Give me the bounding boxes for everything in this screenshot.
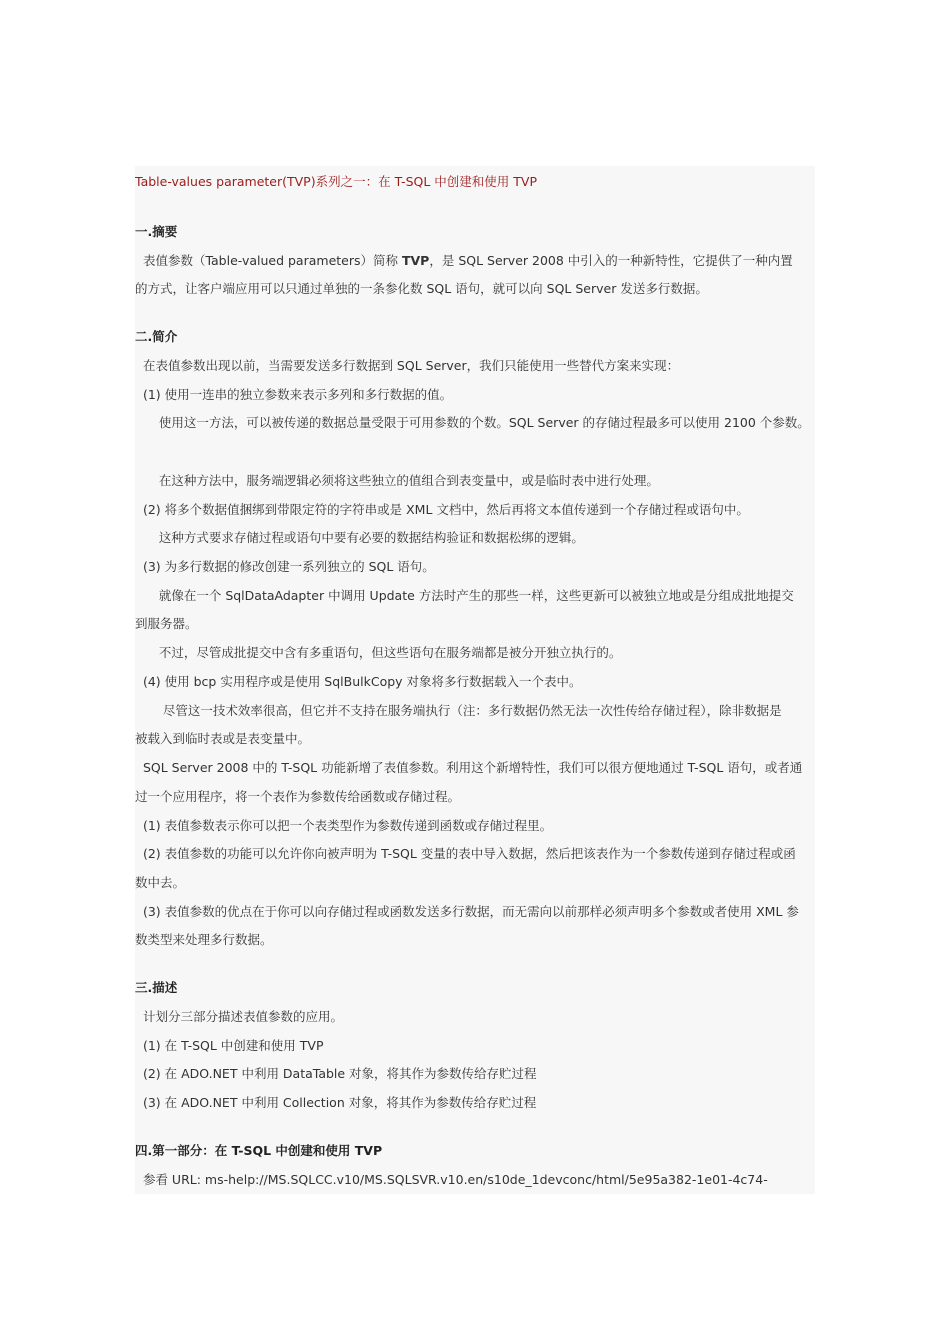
paragraph-line: 不过，尽管成批提交中含有多重语句，但这些语句在服务端都是被分开独立执行的。 [135, 645, 622, 660]
paragraph-line: (3) 为多行数据的修改创建一系列独立的 SQL 语句。 [135, 559, 435, 574]
document-title: Table-values parameter(TVP)系列之一：在 T-SQL 中创建和使用 TVP [135, 174, 537, 189]
paragraph-line: 使用这一方法，可以被传递的数据总量受限于可用参数的个数。SQL Server 的存储过程最多可以使用 2100 个参数。 [135, 415, 810, 430]
paragraph-line [135, 252, 815, 270]
section-heading-summary: 一.摘要 [135, 224, 178, 239]
paragraph-line: (4) 使用 bcp 实用程序或是使用 SqlBulkCopy 对象将多行数据载入一个表中。 [135, 674, 582, 689]
section-heading-intro: 二.简介 [135, 329, 178, 344]
section-heading-part-one: 四.第一部分：在 T-SQL 中创建和使用 TVP [135, 1143, 383, 1158]
paragraph-line: (1) 使用一连串的独立参数来表示多列和多行数据的值。 [135, 387, 453, 402]
paragraph-line: 这种方式要求存储过程或语句中要有必要的数据结构验证和数据松绑的逻辑。 [135, 530, 584, 545]
paragraph-line: 数中去。 [135, 875, 186, 890]
paragraph-line: (1) 表值参数表示你可以把一个表类型作为参数传递到函数或存储过程里。 [135, 818, 553, 833]
paragraph-line: 就像在一个 SqlDataAdapter 中调用 Update 方法时产生的那些一样，这些更新可以被独立地或是分组成批地提交 [135, 588, 794, 603]
paragraph-line: (3) 在 ADO.NET 中利用 Collection 对象，将其作为参数传给存贮过程 [135, 1095, 537, 1110]
paragraph-line: 过一个应用程序，将一个表作为参数传给函数或存储过程。 [135, 789, 461, 804]
paragraph-line: 的方式，让客户端应用可以只通过单独的一条参化数 SQL 语句，就可以向 SQL Server 发送多行数据。 [135, 281, 708, 296]
paragraph-line: (3) 表值参数的优点在于你可以向存储过程或函数发送多行数据，而无需向以前那样必须声明多个参数或者使用 XML 参 [135, 904, 799, 919]
paragraph-line: 在表值参数出现以前，当需要发送多行数据到 SQL Server，我们只能使用一些替代方案来实现： [135, 358, 680, 373]
paragraph-line: 计划分三部分描述表值参数的应用。 [135, 1009, 343, 1024]
paragraph-line: SQL Server 2008 中的 T-SQL 功能新增了表值参数。利用这个新增特性，我们可以很方便地通过 T-SQL 语句，或者通 [135, 760, 803, 775]
section-heading-description: 三.描述 [135, 980, 178, 995]
document-panel [135, 166, 815, 1194]
paragraph-line: 尽管这一技术效率很高，但它并不支持在服务端执行（注：多行数据仍然无法一次性传给存储过程），除非数据是 [135, 703, 782, 718]
paragraph-line: (1) 在 T-SQL 中创建和使用 TVP [135, 1038, 324, 1053]
paragraph-line: 被载入到临时表或是表变量中。 [135, 731, 311, 746]
text-run: ，是 SQL Server 2008 中引入的一种新特性，它提供了一种内置 [429, 253, 793, 268]
paragraph-line: 在这种方法中，服务端逻辑必须将这些独立的值组合到表变量中，或是临时表中进行处理。 [135, 473, 659, 488]
paragraph-line: 数类型来处理多行数据。 [135, 932, 273, 947]
reference-url-line: 参看 URL: ms-help://MS.SQLCC.v10/MS.SQLSVR.v10.en/s10de_1devconc/html/5e95a382-1e01-4c74- [135, 1172, 768, 1187]
text-run: 表值参数（Table-valued parameters）简称 [135, 253, 402, 268]
tvp-bold-text: TVP [401, 253, 430, 268]
paragraph-line: (2) 将多个数据值捆绑到带限定符的字符串或是 XML 文档中，然后再将文本值传递到一个存储过程或语句中。 [135, 502, 749, 517]
paragraph-line: (2) 表值参数的功能可以允许你向被声明为 T-SQL 变量的表中导入数据，然后把该表作为一个参数传递到存储过程或函 [135, 846, 796, 861]
paragraph-line: (2) 在 ADO.NET 中利用 DataTable 对象，将其作为参数传给存贮过程 [135, 1066, 537, 1081]
paragraph-line: 到服务器。 [135, 616, 198, 631]
